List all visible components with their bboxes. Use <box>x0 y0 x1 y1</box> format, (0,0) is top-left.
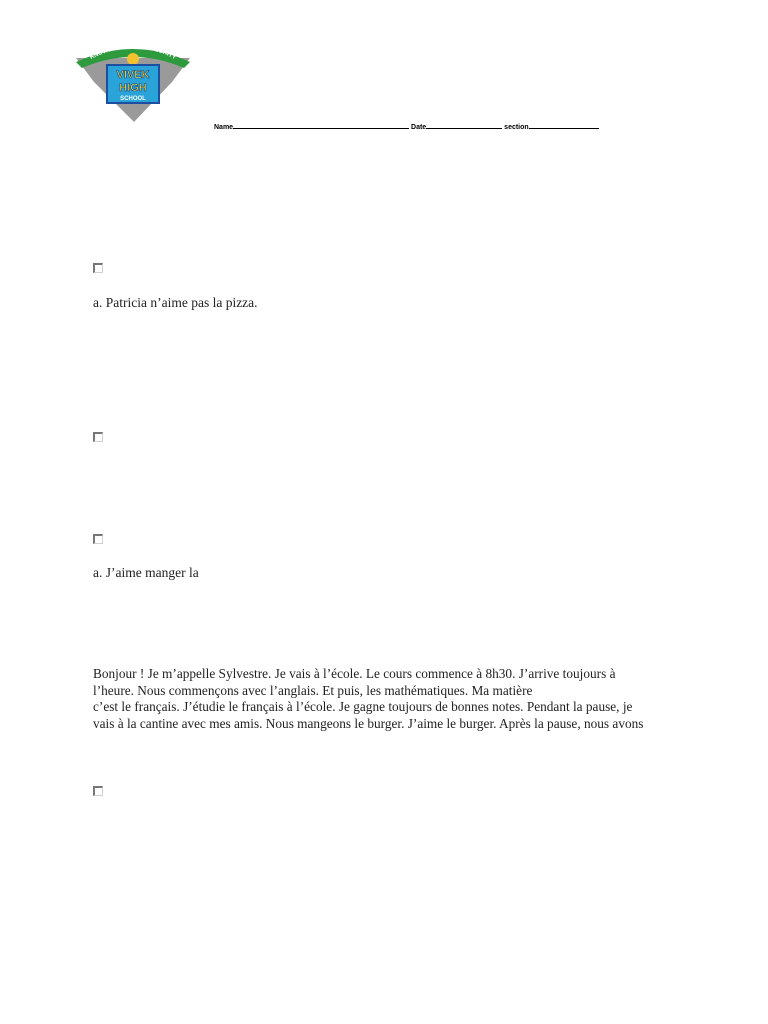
name-blank[interactable] <box>233 121 409 129</box>
header-fields <box>214 121 599 131</box>
logo-word-school: SCHOOL <box>120 96 146 102</box>
logo-emblem <box>127 53 139 65</box>
date-blank[interactable] <box>426 121 502 129</box>
logo-arc-text: KNOWLEDGE AND INTEGRITY <box>89 43 177 61</box>
checkbox-2[interactable] <box>93 432 103 442</box>
date-label: Date <box>411 124 427 131</box>
checkbox-1[interactable] <box>93 263 103 273</box>
passage-line: vais à la cantine avec mes amis. Nous mangeons le burger. J’aime le burger. Après la pause, nous avons <box>93 715 644 731</box>
checkbox-4[interactable] <box>93 786 103 796</box>
passage-line: c’est le français. J’étudie le français à l’école. Je gagne toujours de bonnes notes. Pendant la pause, je <box>93 699 633 714</box>
reading-passage <box>93 666 753 732</box>
section-label: section <box>504 124 529 131</box>
checkbox-3[interactable] <box>93 534 103 544</box>
answer-line-2: a. J’aime manger la <box>93 565 199 580</box>
section-blank[interactable] <box>529 121 599 129</box>
school-logo <box>72 40 194 124</box>
passage-line: l’heure. Nous commençons avec l’anglais. Et puis, les mathématiques. Ma matière <box>93 682 533 698</box>
logo-word-vivek: VIVEK <box>116 69 150 81</box>
passage-line: Bonjour ! Je m’appelle Sylvestre. Je vais à l’école. Le cours commence à 8h30. J’arrive toujours à <box>93 666 616 681</box>
logo-word-high: HIGH <box>119 82 147 94</box>
answer-line-1: a. Patricia n’aime pas la pizza. <box>93 295 258 310</box>
name-label: Name <box>214 124 234 131</box>
